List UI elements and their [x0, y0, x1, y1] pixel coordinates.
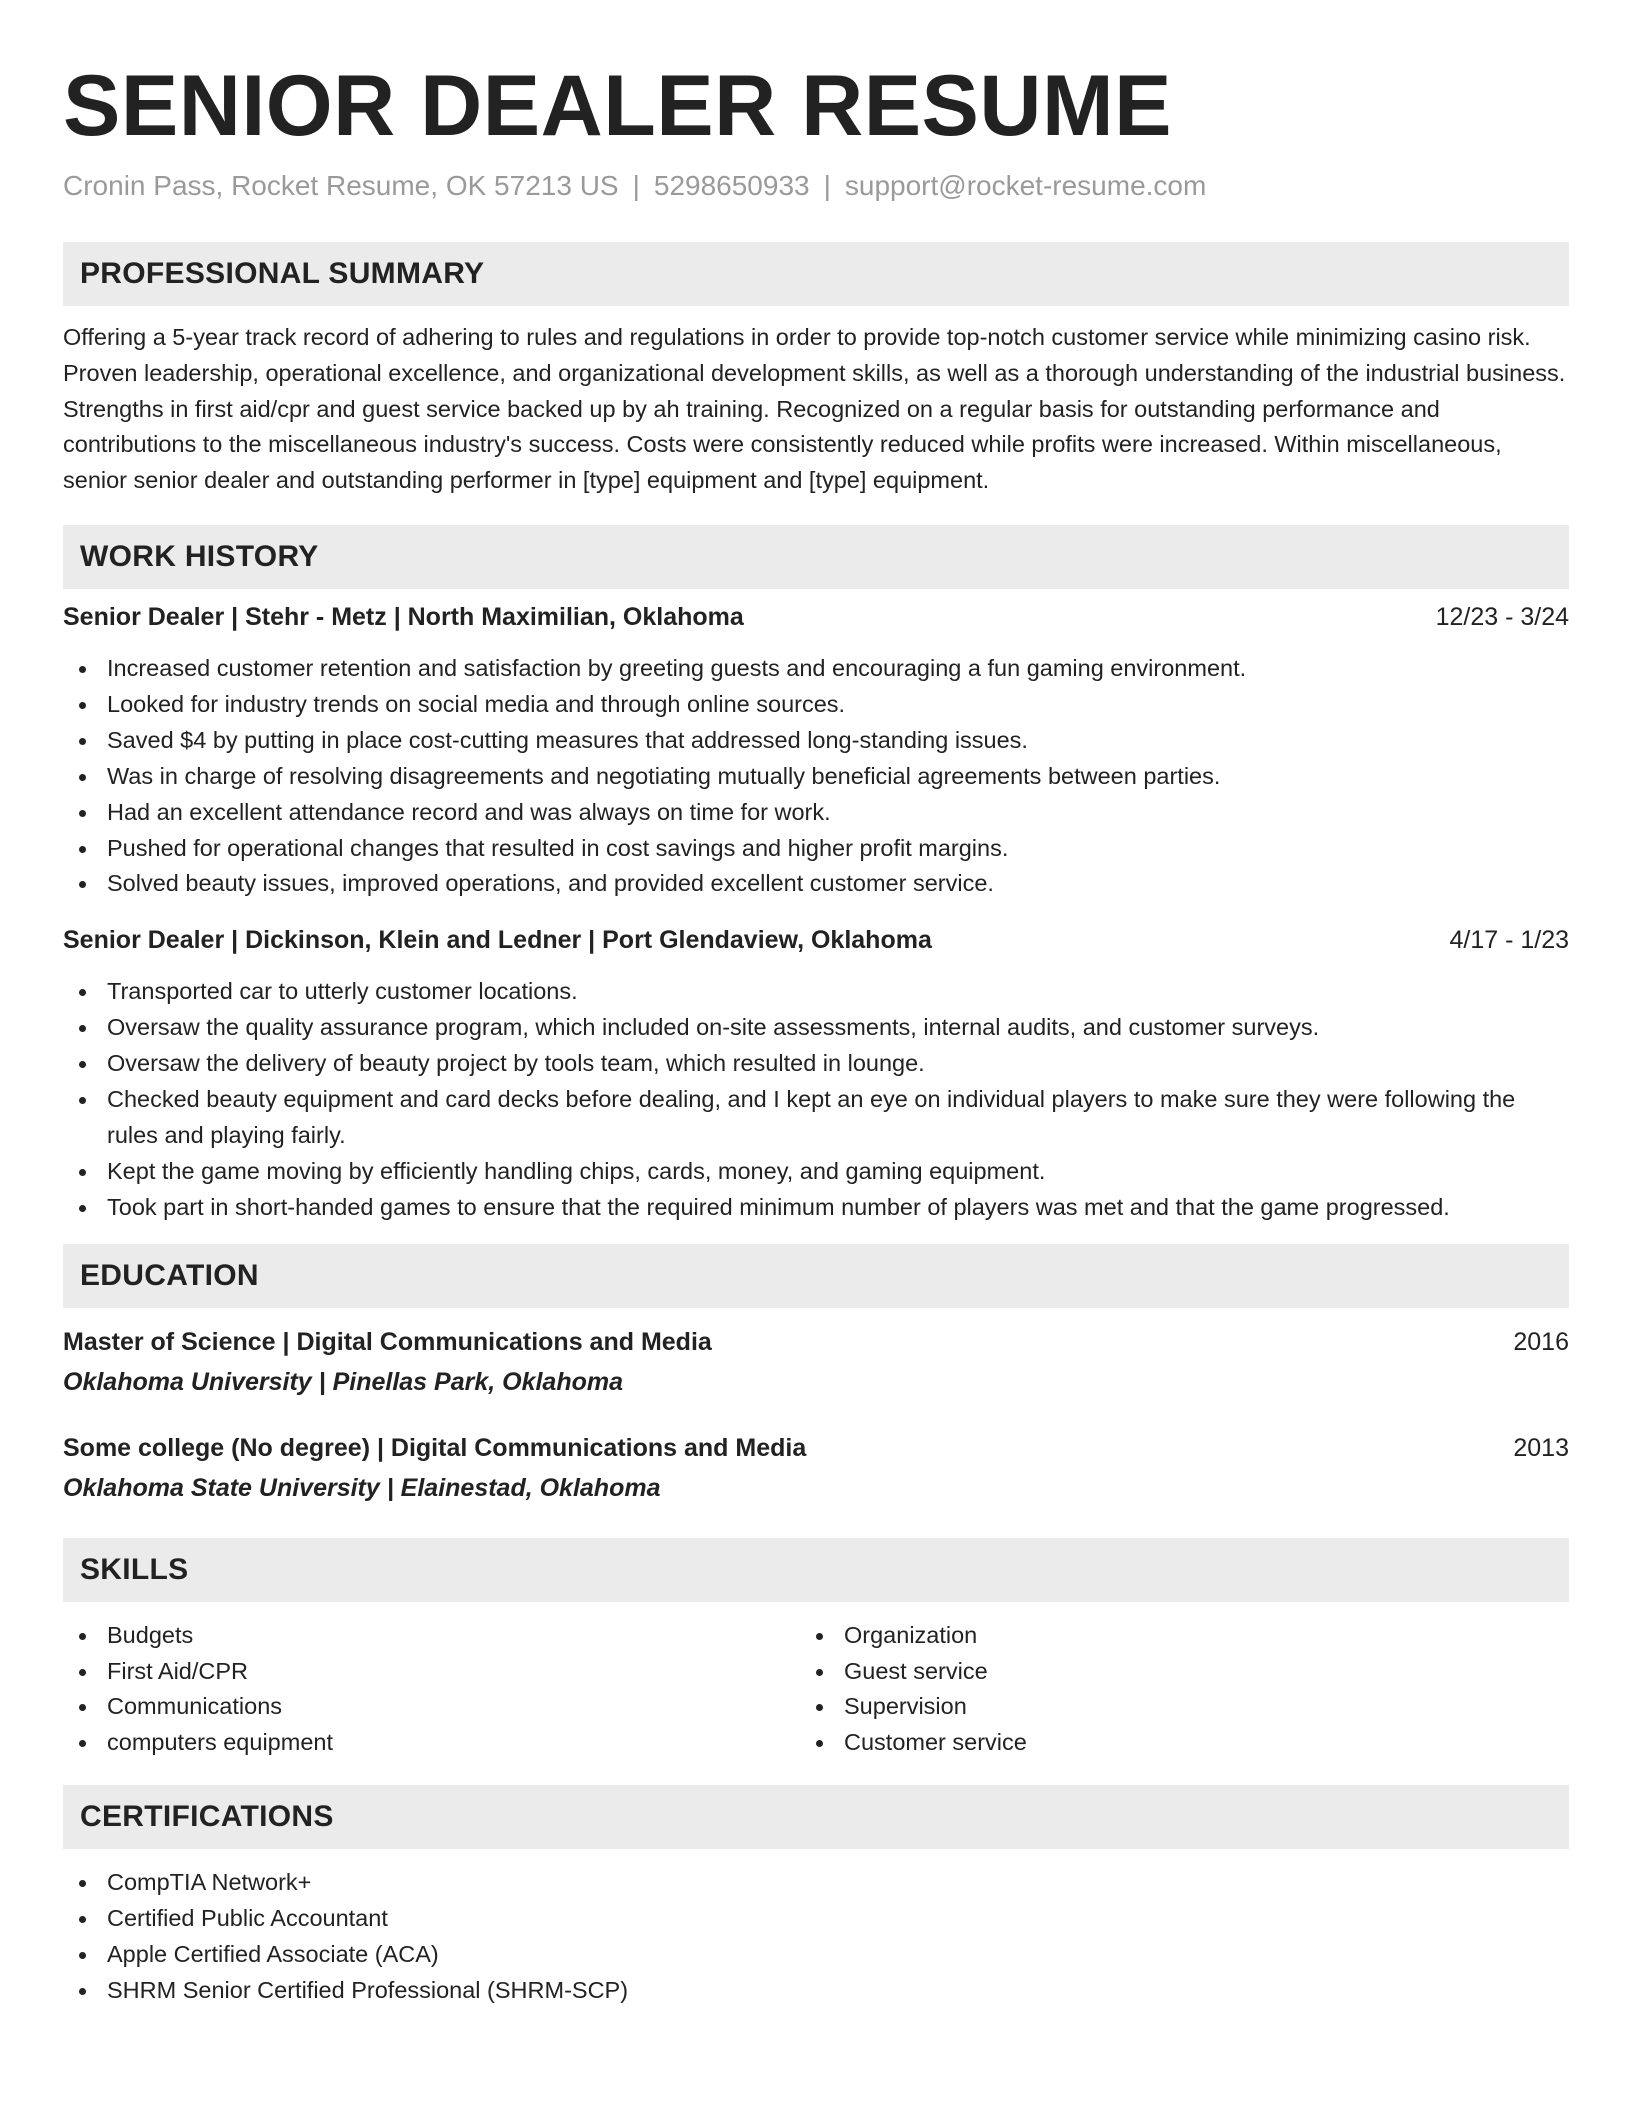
job-bullet: Checked beauty equipment and card decks before dealing, and I kept an eye on individual players to make sure they were following the rules and playing fairly.: [63, 1082, 1569, 1154]
section-heading-certifications: CERTIFICATIONS: [63, 1785, 1569, 1849]
skills-grid: [63, 1618, 1569, 1762]
education-header: [63, 1430, 1569, 1466]
job-header: [63, 922, 1569, 958]
contact-separator: |: [823, 170, 831, 201]
job-bullet: Looked for industry trends on social media and through online sources.: [63, 687, 1569, 723]
section-heading-skills: SKILLS: [63, 1538, 1569, 1602]
contact-phone: 5298650933: [653, 170, 810, 201]
skills-list-right: [800, 1618, 1537, 1762]
education-entry: [63, 1324, 1569, 1400]
skill-item: computers equipment: [63, 1725, 800, 1761]
section-heading-education: EDUCATION: [63, 1244, 1569, 1308]
skill-item: Guest service: [800, 1654, 1537, 1690]
job-header: [63, 599, 1569, 635]
certification-item: CompTIA Network+: [63, 1865, 1569, 1901]
section-heading-work-history: WORK HISTORY: [63, 525, 1569, 589]
job-dates: 12/23 - 3/24: [1435, 602, 1569, 631]
skill-item: Organization: [800, 1618, 1537, 1654]
job-entry: [63, 922, 1569, 1225]
contact-line: [63, 168, 1569, 204]
education-header: [63, 1324, 1569, 1360]
job-bullet: Increased customer retention and satisfaction by greeting guests and encouraging a fun gaming environment.: [63, 651, 1569, 687]
job-title: Senior Dealer | Stehr - Metz | North Maximilian, Oklahoma: [63, 602, 744, 631]
education-degree: Master of Science | Digital Communications and Media: [63, 1327, 712, 1356]
job-bullet: Pushed for operational changes that resulted in cost savings and higher profit margins.: [63, 831, 1569, 867]
certification-item: Certified Public Accountant: [63, 1901, 1569, 1937]
certification-item: Apple Certified Associate (ACA): [63, 1937, 1569, 1973]
job-bullet: Oversaw the delivery of beauty project by tools team, which resulted in lounge.: [63, 1046, 1569, 1082]
skill-item: Communications: [63, 1689, 800, 1725]
contact-email: support@rocket-resume.com: [844, 170, 1207, 201]
skill-item: First Aid/CPR: [63, 1654, 800, 1690]
job-dates: 4/17 - 1/23: [1449, 926, 1569, 955]
job-entry: [63, 599, 1569, 902]
skills-list-left: [63, 1618, 800, 1762]
job-bullet-list: [63, 651, 1569, 902]
section-heading-summary: PROFESSIONAL SUMMARY: [63, 242, 1569, 306]
job-bullet-list: [63, 974, 1569, 1225]
job-bullet: Saved $4 by putting in place cost-cutting measures that addressed long-standing issues.: [63, 723, 1569, 759]
job-bullet: Kept the game moving by efficiently handling chips, cards, money, and gaming equipment.: [63, 1154, 1569, 1190]
contact-separator: |: [632, 170, 640, 201]
job-bullet: Oversaw the quality assurance program, which included on-site assessments, internal audits, and customer surveys.: [63, 1010, 1569, 1046]
job-bullet: Had an excellent attendance record and was always on time for work.: [63, 795, 1569, 831]
skill-item: Supervision: [800, 1689, 1537, 1725]
certifications-list: [63, 1865, 1569, 2009]
resume-title: SENIOR DEALER RESUME: [63, 58, 1173, 154]
job-bullet: Transported car to utterly customer locations.: [63, 974, 1569, 1010]
job-title: Senior Dealer | Dickinson, Klein and Ledner | Port Glendaview, Oklahoma: [63, 926, 932, 955]
education-year: 2016: [1513, 1327, 1569, 1356]
summary-text: Offering a 5-year track record of adhering to rules and regulations in order to provide top-notch customer service while minimizing casino risk. Proven leadership, operational excellence, and organizational development skills, as well as a thorough understanding of the industrial business. Strengths in first aid/cpr and guest service backed up by ah training. Recognized on a regular basis for outstanding performance and contributions to the miscellaneous industry's success. Costs were consistently reduced while profits were increased. Within miscellaneous, senior senior dealer and outstanding performer in [type] equipment and [type] equipment.: [63, 324, 1566, 494]
education-entry: [63, 1430, 1569, 1506]
education-school: Oklahoma State University | Elainestad, Oklahoma: [63, 1473, 661, 1502]
education-degree: Some college (No degree) | Digital Communications and Media: [63, 1433, 807, 1462]
skill-item: Customer service: [800, 1725, 1537, 1761]
education-school: Oklahoma University | Pinellas Park, Oklahoma: [63, 1367, 624, 1396]
education-year: 2013: [1513, 1433, 1569, 1462]
skill-item: Budgets: [63, 1618, 800, 1654]
job-bullet: Took part in short-handed games to ensure that the required minimum number of players was met and that the game progressed.: [63, 1190, 1569, 1226]
certification-item: SHRM Senior Certified Professional (SHRM-SCP): [63, 1973, 1569, 2009]
job-bullet: Was in charge of resolving disagreements and negotiating mutually beneficial agreements between parties.: [63, 759, 1569, 795]
contact-address: Cronin Pass, Rocket Resume, OK 57213 US: [63, 170, 619, 201]
job-bullet: Solved beauty issues, improved operations, and provided excellent customer service.: [63, 866, 1569, 902]
